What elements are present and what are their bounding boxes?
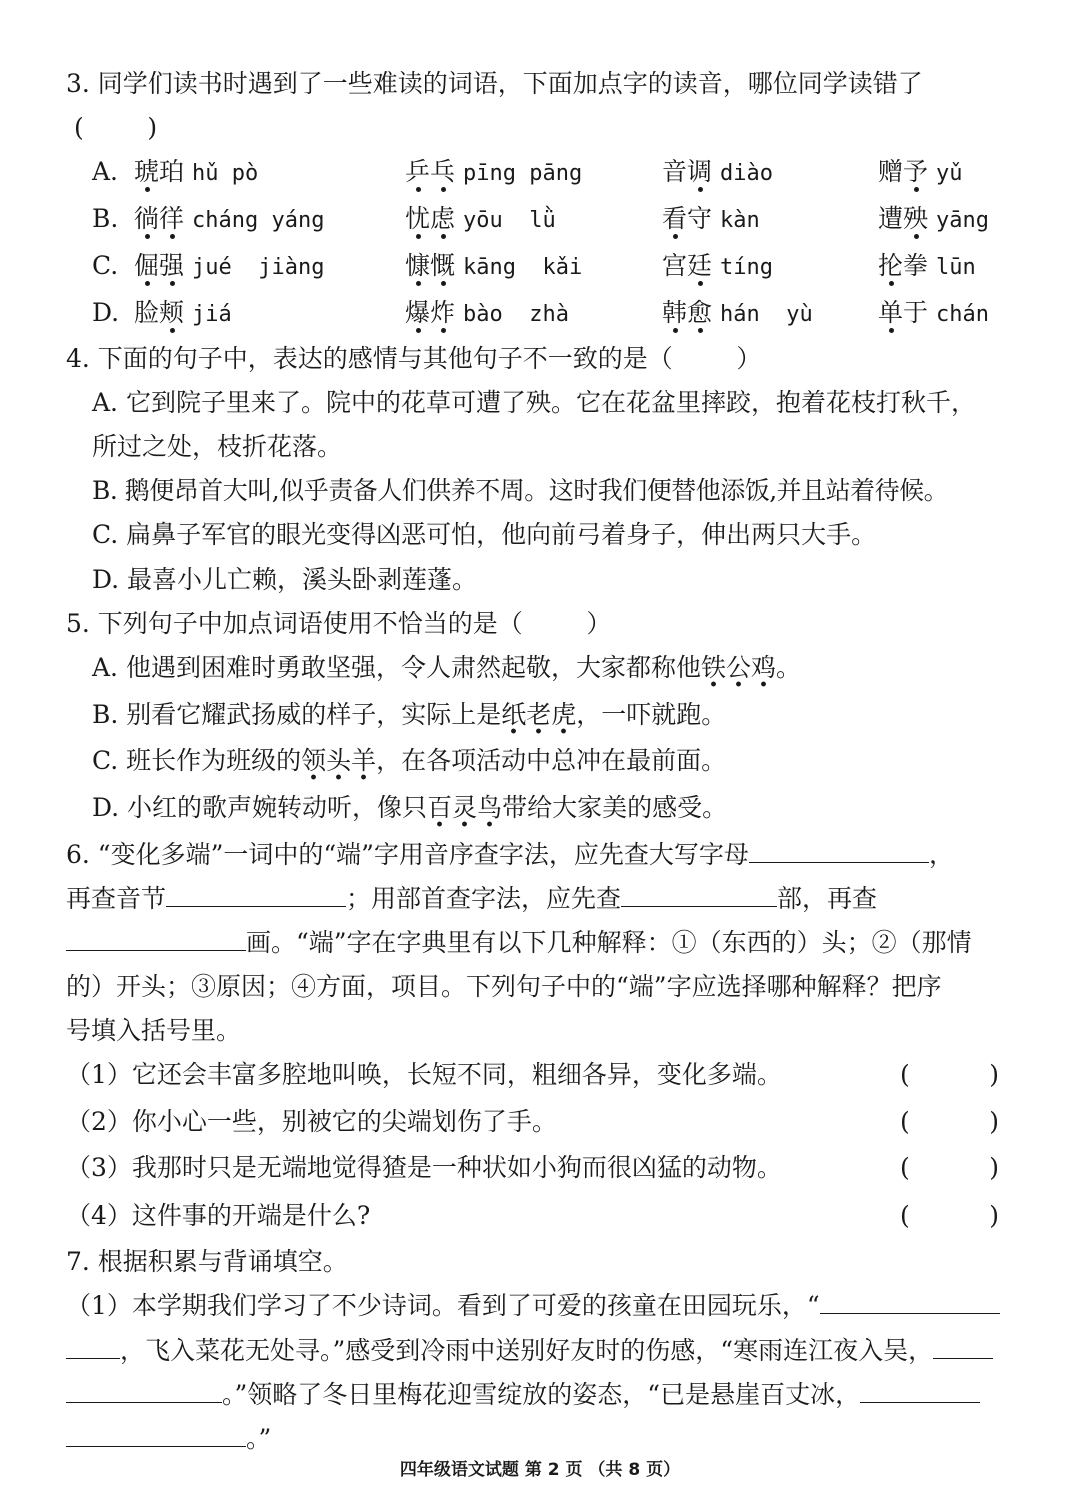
q3-word-item bbox=[405, 297, 569, 331]
q6-blank-syllable[interactable] bbox=[166, 884, 346, 907]
q3-word-item bbox=[134, 250, 324, 284]
q3-char: 音 bbox=[662, 157, 688, 186]
q3-word-item bbox=[134, 156, 258, 190]
q3-word-item bbox=[878, 156, 962, 190]
q3-pinyin: chán bbox=[935, 302, 989, 327]
q3-char: 单 bbox=[878, 298, 904, 327]
q3-char: 爆 bbox=[405, 298, 431, 327]
q3-option-label: B. bbox=[92, 204, 119, 233]
q6-line-2: 再查音节 ；用部首查字法，应先查 部，再查 bbox=[66, 884, 878, 913]
q3-char: 徉 bbox=[159, 204, 185, 233]
q3-pinyin: diào bbox=[719, 161, 773, 186]
q6-line-1: 6. “变化多端”一词中的“端”字用音序查字法，应先查大写字母 ， bbox=[66, 840, 954, 869]
q7-blank-3[interactable] bbox=[860, 1380, 980, 1403]
q3-pinyin: lūn bbox=[935, 255, 976, 280]
q7-line-4: 。” bbox=[66, 1423, 271, 1455]
q3-pinyin: yǔ bbox=[935, 161, 963, 186]
q6-sub-3: （3）我那时只是无端地觉得猹是一种状如小狗而很凶猛的动物。 bbox=[66, 1153, 782, 1182]
q3-char: 拳 bbox=[903, 251, 929, 280]
q3-char: 倔 bbox=[134, 251, 160, 280]
q3-stem: 3. 同学们读书时遇到了一些难读的词语，下面加点字的读音，哪位同学读错了 bbox=[66, 69, 923, 98]
q3-word-item bbox=[662, 297, 813, 331]
q3-pinyin: pīng pāng bbox=[462, 161, 583, 186]
q4-stem: 4. 下面的句子中，表达的感情与其他句子不一致的是（ ） bbox=[66, 344, 762, 373]
q7-blank-3-cont[interactable] bbox=[66, 1424, 246, 1447]
q6-blank-strokes[interactable] bbox=[66, 928, 246, 951]
q3-char: 忧 bbox=[405, 204, 431, 233]
q3-pinyin: cháng yáng bbox=[191, 208, 325, 233]
q3-char: 乒 bbox=[405, 157, 431, 186]
q5-option-b: B. 别看它耀武扬威的样子，实际上是纸老虎，一吓就跑。 bbox=[92, 699, 726, 731]
q3-char: 韩 bbox=[662, 298, 688, 327]
q3-pinyin: kāng kǎi bbox=[462, 255, 583, 280]
q3-char: 琥 bbox=[134, 157, 160, 186]
q3-char: 强 bbox=[159, 251, 185, 280]
q3-option-label: A. bbox=[92, 157, 119, 186]
q3-word-item bbox=[405, 156, 582, 190]
q3-word-item bbox=[878, 250, 976, 284]
q3-word-item bbox=[662, 203, 760, 237]
q5-a-highlight: 铁公鸡 bbox=[701, 653, 776, 688]
q3-pinyin: jué jiàng bbox=[191, 255, 325, 280]
q3-char: 炸 bbox=[430, 298, 456, 327]
q3-char: 慷 bbox=[405, 251, 431, 280]
q4-option-a-cont: 所过之处，枝折花落。 bbox=[92, 432, 343, 461]
q5-c-highlight: 领头羊 bbox=[301, 746, 376, 781]
q3-char: 于 bbox=[903, 298, 929, 327]
q7-stem: 7. 根据积累与背诵填空。 bbox=[66, 1247, 348, 1276]
q7-line-2: ，飞入菜花无处寻。”感受到冷雨中送别好友时的伤感，“寒雨连江夜入吴， bbox=[66, 1335, 993, 1367]
q3-option-label: C. bbox=[92, 251, 119, 280]
q3-pinyin: jiá bbox=[191, 302, 232, 327]
q6-sub-4: （4）这件事的开端是什么? bbox=[66, 1201, 371, 1230]
q3-pinyin: hǔ pò bbox=[191, 161, 259, 186]
q3-pinyin: bào zhà bbox=[462, 302, 569, 327]
q3-char: 廷 bbox=[687, 251, 713, 280]
q3-option-label: D. bbox=[92, 298, 120, 327]
q3-char: 徜 bbox=[134, 204, 160, 233]
q7-line-3: 。”领略了冬日里梅花迎雪绽放的姿态，“已是悬崖百丈冰， bbox=[66, 1379, 980, 1411]
q3-char: 乓 bbox=[430, 157, 456, 186]
q3-word-item bbox=[878, 297, 989, 331]
q6-sub-2-paren[interactable]: ( ) bbox=[900, 1107, 999, 1136]
q3-char: 脸 bbox=[134, 298, 160, 327]
q3-char: 殃 bbox=[903, 204, 929, 233]
q4-option-b: B. 鹅便昂首大叫,似乎责备人们供养不周。这时我们便替他添饭,并且站着待候。 bbox=[92, 476, 949, 505]
q3-pinyin: yōu lǜ bbox=[462, 208, 556, 233]
q3-word-item bbox=[662, 250, 773, 284]
q6-sub-2: （2）你小心一些，别被它的尖端划伤了手。 bbox=[66, 1107, 557, 1136]
q3-char: 愈 bbox=[687, 298, 713, 327]
q3-char: 赠 bbox=[878, 157, 904, 186]
q5-option-c: C. 班长作为班级的领头羊，在各项活动中总冲在最前面。 bbox=[92, 745, 726, 777]
q7-blank-2[interactable] bbox=[933, 1336, 993, 1359]
q3-pinyin: tíng bbox=[719, 255, 773, 280]
q3-char: 予 bbox=[903, 157, 929, 186]
q7-blank-2-cont[interactable] bbox=[66, 1380, 222, 1403]
q3-char: 看 bbox=[662, 204, 688, 233]
q3-char: 调 bbox=[687, 157, 713, 186]
q5-option-d: D. 小红的歌声婉转动听，像只百灵鸟带给大家美的感受。 bbox=[92, 792, 727, 824]
q3-pinyin: hán yù bbox=[719, 302, 813, 327]
q3-pinyin: yāng bbox=[935, 208, 989, 233]
q6-blank-radical[interactable] bbox=[621, 884, 777, 907]
q5-d-highlight: 百灵鸟 bbox=[427, 793, 502, 828]
q6-line-3: 画。“端”字在字典里有以下几种解释：①（东西的）头；②（那情 bbox=[66, 927, 972, 959]
q5-option-a: A. 他遇到困难时勇敢坚强，令人肃然起敬，大家都称他铁公鸡。 bbox=[92, 652, 801, 684]
q6-sub-1: （1）它还会丰富多腔地叫唤，长短不同，粗细各异，变化多端。 bbox=[66, 1060, 782, 1089]
q5-b-highlight: 纸老虎 bbox=[501, 700, 576, 735]
q3-char: 抡 bbox=[878, 251, 904, 280]
q3-word-item bbox=[134, 297, 232, 331]
q3-pinyin: kàn bbox=[719, 208, 760, 233]
q3-word-item bbox=[405, 250, 582, 284]
q7-line-1: （1）本学期我们学习了不少诗词。看到了可爱的孩童在田园玩乐，“ bbox=[66, 1290, 1000, 1322]
q3-word-item bbox=[134, 203, 324, 237]
q6-sub-3-paren[interactable]: ( ) bbox=[900, 1153, 999, 1182]
q7-blank-1[interactable] bbox=[820, 1291, 1000, 1314]
q5-stem: 5. 下列句子中加点词语使用不恰当的是（ ） bbox=[66, 609, 612, 638]
q3-char: 虑 bbox=[430, 204, 456, 233]
q3-char: 宫 bbox=[662, 251, 688, 280]
q4-option-d: D. 最喜小儿亡赖，溪头卧剥莲蓬。 bbox=[92, 565, 478, 594]
q3-word-item bbox=[405, 203, 556, 237]
q3-char: 遭 bbox=[878, 204, 904, 233]
q3-word-item bbox=[662, 156, 773, 190]
q3-char: 守 bbox=[687, 204, 713, 233]
q7-blank-1-cont[interactable] bbox=[66, 1336, 120, 1359]
page-footer: 四年级语文试题 第 2 页 （共 8 页） bbox=[399, 1460, 681, 1480]
q3-word-item bbox=[878, 203, 989, 237]
q6-line-5: 号填入括号里。 bbox=[66, 1016, 242, 1045]
q4-option-a: A. 它到院子里来了。院中的花草可遭了殃。它在花盆里摔跤，抱着花枝打秋千， bbox=[92, 388, 976, 417]
q3-answer-paren: ( ) bbox=[74, 113, 158, 142]
q6-blank-letter[interactable] bbox=[749, 840, 929, 863]
q4-option-c: C. 扁鼻子军官的眼光变得凶恶可怕，他向前弓着身子，伸出两只大手。 bbox=[92, 520, 877, 549]
q3-char: 颊 bbox=[159, 298, 185, 327]
q6-sub-4-paren[interactable]: ( ) bbox=[900, 1201, 999, 1230]
q3-char: 珀 bbox=[159, 157, 185, 186]
q6-sub-1-paren[interactable]: ( ) bbox=[900, 1060, 999, 1089]
q3-char: 慨 bbox=[430, 251, 456, 280]
q6-line-4: 的）开头；③原因；④方面，项目。下列句子中的“端”字应选择哪种解释？把序 bbox=[66, 972, 942, 1001]
